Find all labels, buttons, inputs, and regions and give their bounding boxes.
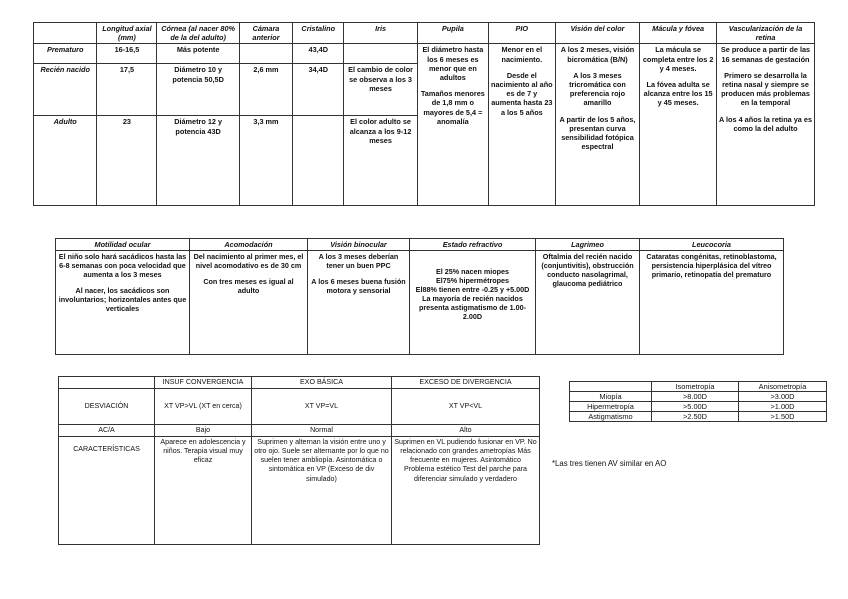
acomodacion-text-1: Del nacimiento al primer mes, el nivel acomodativo es de 30 cm: [193, 252, 304, 271]
table2-header-lagrimeo: Lagrimeo: [536, 239, 640, 251]
pupila-text-2: Tamaños menores de 1,8 mm o mayores de 5,4 = anomalía: [420, 89, 485, 126]
table3-header-insuf: INSUF CONVERGENCIA: [155, 377, 252, 389]
vision-color-cell: [555, 44, 640, 206]
aca-exo: Normal: [252, 425, 392, 437]
table4-astigmatismo-aniso: >1.50D: [739, 412, 827, 422]
desviacion-insuf: XT VP>VL (XT en cerca): [155, 389, 252, 425]
table4-miopia-label: Miopía: [570, 392, 652, 402]
iris-adulto: El color adulto se alcanza a los 9-12 meses: [344, 116, 417, 206]
desviacion-exceso: XT VP<VL: [392, 389, 540, 425]
table4-hipermetropia-iso: >5.00D: [652, 402, 739, 412]
vision-binocular-text-2: A los 6 meses buena fusión motora y sensorial: [311, 277, 406, 296]
table4-astigmatismo-label: Astigmatismo: [570, 412, 652, 422]
table1-header-blank: [34, 23, 97, 44]
anisometropia-table: [569, 381, 827, 422]
table4-header-row: [570, 382, 827, 392]
aca-exceso: Alto: [392, 425, 540, 437]
pio-cell: [488, 44, 555, 206]
table4-row-miopia: [570, 392, 827, 402]
leucocoria-cell: Cataratas congénitas, retinoblastoma, persistencia hiperplásica del vítreo primario, retinopatía del prematuro: [640, 251, 784, 355]
estado-refractivo-text-3: El88% tienen entre -0.25 y +5.00D: [415, 285, 530, 295]
table4-row-astigmatismo: [570, 412, 827, 422]
table4-hipermetropia-aniso: >1.00D: [739, 402, 827, 412]
row-label-recien-nacido: Recién nacido: [34, 64, 97, 116]
iris-recien-nacido: El cambio de color se observa a los 3 meses: [344, 64, 417, 116]
table2-header-leucocoria: Leucocoria: [640, 239, 784, 251]
vision-binocular-cell: [308, 251, 410, 355]
acomodacion-cell: [190, 251, 308, 355]
longitud-recien-nacido: 17,5: [97, 64, 157, 116]
table3-header-row: [59, 377, 540, 389]
table1-header-vascularizacion: Vascularización de la retina: [717, 23, 815, 44]
table1-header-pio: PIO: [488, 23, 555, 44]
row-label-prematuro: Prematuro: [34, 44, 97, 64]
pupila-text-1: El diámetro hasta los 6 meses es menor que en adultos: [422, 45, 484, 83]
table1-header-longitud: Longitud axial (mm): [97, 23, 157, 44]
cornea-recien-nacido: Diámetro 10 y potencia 50,5D: [157, 64, 239, 116]
caracteristicas-label: CARACTERÍSTICAS: [59, 437, 155, 545]
table3-header-exceso: EXCESO DE DIVERGENCIA: [392, 377, 540, 389]
row-label-adulto: Adulto: [34, 116, 97, 206]
vascularizacion-text-3: A los 4 años la retina ya es como la del adulto: [719, 114, 813, 133]
lagrimeo-cell: Oftalmia del recién nacido (conjuntivitis), obstrucción conducto nasolagrimal, glaucoma pediátrico: [536, 251, 640, 355]
vision-color-text-1: A los 2 meses, visión bicromática (B/N): [560, 45, 635, 64]
motilidad-cell: [56, 251, 190, 355]
table4-miopia-aniso: >3.00D: [739, 392, 827, 402]
cristalino-adulto: [293, 116, 344, 206]
camara-recien-nacido: 2,6 mm: [239, 64, 292, 116]
cristalino-recien-nacido: 34,4D: [293, 64, 344, 116]
table1-header-row: [34, 23, 815, 44]
vision-color-text-3: A partir de los 5 años, presentan curva sensibilidad fotópica espectral: [559, 114, 636, 152]
table3-row-aca: [59, 425, 540, 437]
table3-header-exo: EXO BÁSICA: [252, 377, 392, 389]
table1-row-prematuro: [34, 44, 815, 64]
table4-header-isometropia: Isometropía: [652, 382, 739, 392]
pupila-cell: [417, 44, 488, 206]
camara-adulto: 3,3 mm: [239, 116, 292, 206]
vascularizacion-cell: [717, 44, 815, 206]
desviacion-exo: XT VP=VL: [252, 389, 392, 425]
macula-text-1: La mácula se completa entre los 2 y 4 meses.: [642, 45, 714, 73]
table2-header-vision-binocular: Visión binocular: [308, 239, 410, 251]
table2-header-row: [56, 239, 784, 251]
pediatric-function-table: [55, 238, 784, 355]
table1-header-cristalino: Cristalino: [293, 23, 344, 44]
vascularizacion-text-1: Se produce a partir de las 16 semanas de gestación: [720, 45, 811, 64]
vision-binocular-text-1: A los 3 meses deberían tener un buen PPC: [318, 252, 399, 271]
cornea-prematuro: Más potente: [157, 44, 239, 64]
caracteristicas-exo: Suprimen y alternan la visión entre uno y otro ojo. Suele ser alternante por lo que no suelen tener ambliopía. Asintomática o sintomática en VP (Exceso de div simulado): [252, 437, 392, 545]
table4-row-hipermetropia: [570, 402, 827, 412]
longitud-adulto: 23: [97, 116, 157, 206]
macula-cell: [640, 44, 717, 206]
ocular-development-table: [33, 22, 815, 206]
estado-refractivo-text-4: La mayoría de recién nacidos presenta astigmatismo de 1.00-2.00D: [418, 294, 527, 322]
exodeviation-table: [58, 376, 540, 545]
table2-header-estado-refractivo: Estado refractivo: [410, 239, 536, 251]
estado-refractivo-cell: [410, 251, 536, 355]
table2-content-row: [56, 251, 784, 355]
estado-refractivo-text-1: El 25% nacen miopes: [435, 267, 510, 277]
pio-text-1: Menor en el nacimiento.: [501, 45, 543, 64]
table4-hipermetropia-label: Hipermetropía: [570, 402, 652, 412]
macula-text-2: La fóvea adulta se alcanza entre los 15 y 45 meses.: [643, 80, 713, 108]
aca-label: AC/A: [59, 425, 155, 437]
table1-header-iris: Iris: [344, 23, 417, 44]
cornea-adulto: Diámetro 12 y potencia 43D: [157, 116, 239, 206]
table1-header-macula: Mácula y fóvea: [640, 23, 717, 44]
table3-row-caracteristicas: [59, 437, 540, 545]
estado-refractivo-text-2: El75% hipermétropes: [435, 276, 510, 286]
iris-prematuro: [344, 44, 417, 64]
table3-header-blank: [59, 377, 155, 389]
caracteristicas-exceso: Suprimen en VL pudiendo fusionar en VP. No relacionado con grandes ametropías Más frecuente en mujeres. Asintomático Problema estético Test del parche para diferenciar simulado y verdadero: [392, 437, 540, 545]
table1-header-pupila: Pupila: [417, 23, 488, 44]
desviacion-label: DESVIACIÓN: [59, 389, 155, 425]
table2-header-acomodacion: Acomodación: [190, 239, 308, 251]
table1-header-cornea: Córnea (al nacer 80% de la del adulto): [157, 23, 239, 44]
table3-row-desviacion: [59, 389, 540, 425]
caracteristicas-insuf: Aparece en adolescencia y niños. Terapia visual muy eficaz: [155, 437, 252, 545]
aca-insuf: Bajo: [155, 425, 252, 437]
vascularizacion-text-2: Primero se desarrolla la retina nasal y siempre se producen más problemas en la temporal: [721, 70, 810, 108]
pio-text-2: Desde el nacimiento al año es de 7 y aumenta hasta 23 a los 5 años: [491, 70, 553, 117]
motilidad-text-2: Al nacer, los sacádicos son involuntarios; horizontales antes que verticales: [58, 286, 187, 314]
table4-astigmatismo-iso: >2.50D: [652, 412, 739, 422]
table1-header-camara: Cámara anterior: [239, 23, 292, 44]
table2-header-motilidad: Motilidad ocular: [56, 239, 190, 251]
table4-header-blank: [570, 382, 652, 392]
vision-color-text-2: A los 3 meses tricromática con preferencia rojo amarillo: [569, 70, 626, 108]
footnote: *Las tres tienen AV similar en AO: [552, 459, 667, 468]
cristalino-prematuro: 43,4D: [293, 44, 344, 64]
camara-prematuro: [239, 44, 292, 64]
longitud-prematuro: 16-16,5: [97, 44, 157, 64]
table4-miopia-iso: >8.00D: [652, 392, 739, 402]
table1-header-vision-color: Visión del color: [555, 23, 640, 44]
acomodacion-text-2: Con tres meses es igual al adulto: [203, 277, 294, 296]
motilidad-text-1: El niño solo hará sacádicos hasta las 6-8 semanas con poca velocidad que aumenta a los 3 meses: [58, 252, 187, 280]
table4-header-anisometropia: Anisometropía: [739, 382, 827, 392]
